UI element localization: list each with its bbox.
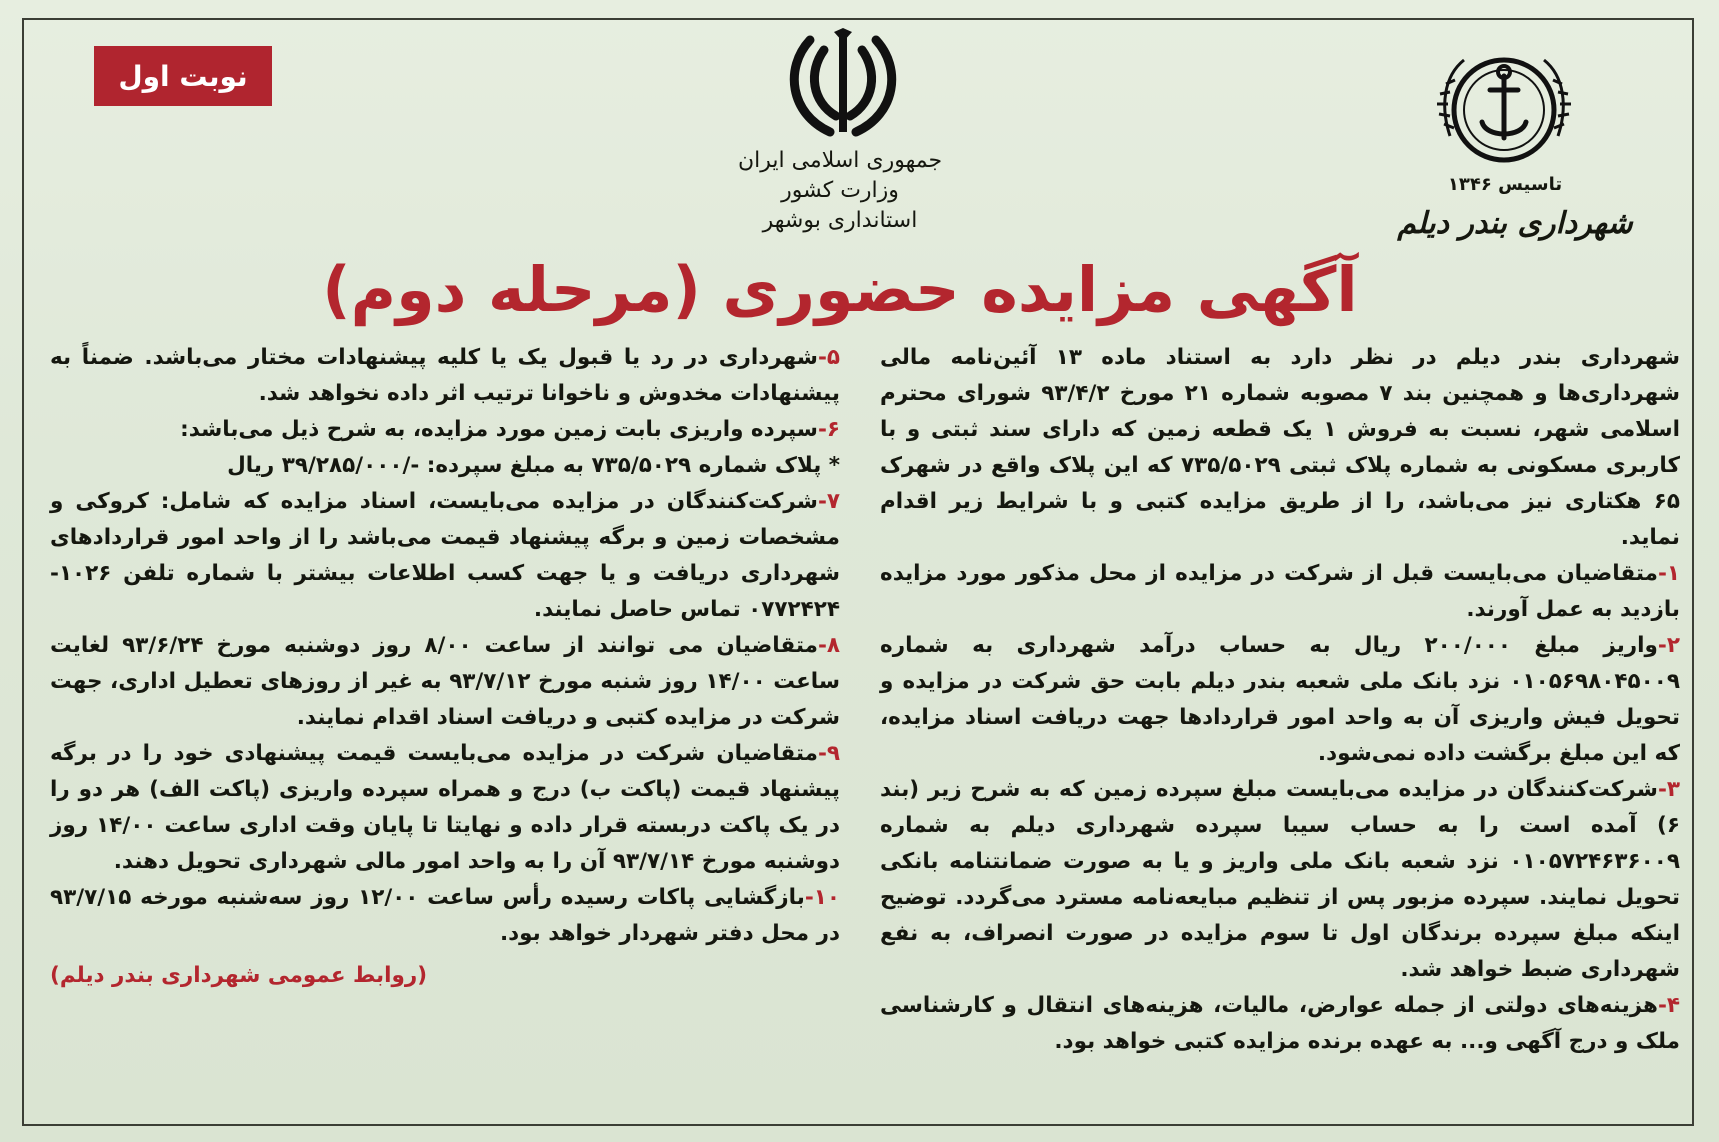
ad-title: آگهی مزایده حضوری (مرحله دوم) — [322, 253, 1358, 326]
municipality-name: شهرداری بندر دیلم — [1397, 206, 1633, 241]
clause-number: ۱- — [1657, 561, 1680, 586]
intro-paragraph: شهرداری بندر دیلم در نظر دارد به استناد ماده ۱۳ آئین‌نامه مالی شهرداری‌ها و همچنین بند ۷ مصوبه شماره ۲۱ مورخ ۹۳/۴/۲ شورای محترم اسلامی شهر، نسبت به فروش ۱ یک قطعه زمین که دارای سند ثبتی و با کاربری مسکونی به شماره پلاک ثبتی ۷۳۵/۵۰۲۹ که این پلاک واقع در شهرک ۶۵ هکتاری نیز می‌باشد، را از طریق مزایده کتبی و با شرایط زیر اقدام نماید. — [880, 345, 1681, 550]
clause-number: ۴- — [1657, 993, 1680, 1018]
public-relations-signature: (روابط عمومی شهرداری بندر دیلم) — [50, 963, 428, 988]
left-column — [50, 340, 840, 994]
clause-number: ۲- — [1657, 633, 1680, 658]
clause-number: ۳- — [1657, 777, 1680, 802]
clause-5 — [50, 340, 840, 412]
clause-7 — [50, 484, 840, 628]
clause-6 — [50, 412, 840, 448]
clause-4 — [880, 988, 1680, 1060]
clause-number: ۱۰- — [804, 885, 840, 910]
clause-number: ۸- — [817, 633, 840, 658]
clause-text: واریز مبلغ ۲۰۰/۰۰۰ ریال به حساب درآمد شهرداری به شماره ۰۱۰۵۶۹۸۰۴۵۰۰۹ نزد بانک ملی شعبه بندر دیلم بابت حق شرکت در مزایده و تحویل فیش واریزی آن به واحد امور قراردادها جهت دریافت اسناد مزایده، که این مبلغ برگشت داده نمی‌شود. — [880, 633, 1680, 766]
right-column — [880, 340, 1680, 1060]
clause-text: شهرداری در رد یا قبول یک یا کلیه پیشنهادات مختار می‌باشد. ضمناً به پیشنهادات مخدوش و ناخوانا ترتیب اثر داده نخواهد شد. — [50, 345, 840, 406]
clause-text: هزینه‌های دولتی از جمله عوارض، مالیات، هزینه‌های انتقال و کارشناسی ملک و درج آگهی و... به عهده برنده مزایده کتبی خواهد بود. — [880, 993, 1680, 1054]
clause-number: ۷- — [817, 489, 840, 514]
deposit-item — [50, 448, 840, 484]
clause-10 — [50, 880, 840, 952]
clause-text: متقاضیان شرکت در مزایده می‌بایست قیمت پیشنهادی خود را در برگه پیشنهاد قیمت (پاکت ب) درج و همراه سپرده واریزی (پاکت الف) هر دو را در یک پاکت دربسته قرار داده و نهایتا تا پایان وقت اداری ساعت ۱۴/۰۰ روز دوشنبه مورخ ۹۳/۷/۱۴ آن را به واحد امور مالی شهرداری تحویل دهند. — [50, 741, 840, 874]
clause-8 — [50, 628, 840, 736]
clause-3 — [880, 772, 1680, 988]
clause-number: ۵- — [817, 345, 840, 370]
municipality-founded: تاسیس ۱۳۴۶ — [1447, 174, 1563, 195]
clause-9 — [50, 736, 840, 880]
clause-text: سپرده واریزی بابت زمین مورد مزایده، به شرح ذیل می‌باشد: — [180, 417, 818, 442]
clause-text: متقاضیان می توانند از ساعت ۸/۰۰ روز دوشنبه مورخ ۹۳/۶/۲۴ لغایت ساعت ۱۴/۰۰ روز شنبه مورخ ۹۳/۷/۱۲ به غیر از روزهای تعطیل اداری، جهت شرکت در مزایده کتبی و دریافت اسناد اقدام نمایند. — [50, 633, 840, 730]
municipality-anchor-logo-icon — [1430, 46, 1578, 174]
gov-line-province: استانداری بوشهر — [762, 208, 918, 233]
clause-text: شرکت‌کنندگان در مزایده می‌بایست، اسناد مزایده که شامل: کروکی و مشخصات زمین و برگه پیشنهاد قیمت می‌باشد را از واحد امور قراردادهای شهرداری دریافت و یا جهت کسب اطلاعات بیشتر با شماره تلفن ۱۰۲۶- ۰۷۷۲۴۲۴ تماس حاصل نمایند. — [50, 489, 840, 622]
clause-text: بازگشایی پاکات رسیده رأس ساعت ۱۲/۰۰ روز سه‌شنبه مورخه ۹۳/۷/۱۵ در محل دفتر شهردار خواهد بود. — [50, 885, 840, 946]
clause-1 — [880, 556, 1680, 628]
clause-number: ۹- — [817, 741, 840, 766]
publication-badge: نوبت اول — [94, 46, 272, 106]
gov-line-republic: جمهوری اسلامی ایران — [737, 148, 943, 173]
clause-text: شرکت‌کنندگان در مزایده می‌بایست مبلغ سپرده زمین که به شرح زیر (بند ۶) آمده است را به حساب سیبا سپرده شهرداری دیلم به شماره ۰۱۰۵۷۲۴۶۳۶۰۰۹ نزد شعبه بانک ملی واریز و یا به صورت ضمانتنامه بانکی تحویل نمایند. سپرده مزبور پس از تنظیم مبایعه‌نامه مسترد می‌گردد. توضیح اینکه مبلغ سپرده برندگان اول تا سوم مزایده در صورت انصراف، به نفع شهرداری ضبط خواهد شد. — [880, 777, 1680, 982]
government-header — [720, 146, 960, 236]
clause-2 — [880, 628, 1680, 772]
gov-line-ministry: وزارت کشور — [781, 178, 899, 203]
iran-emblem-icon — [778, 28, 908, 140]
clause-text: متقاضیان می‌بایست قبل از شرکت در مزایده از محل مذکور مورد مزایده بازدید به عمل آورند. — [880, 561, 1680, 622]
clause-text: * پلاک شماره ۷۳۵/۵۰۲۹ به مبلغ سپرده: -/۳۹/۲۸۵/۰۰۰ ریال — [227, 453, 840, 478]
clause-number: ۶- — [817, 417, 840, 442]
